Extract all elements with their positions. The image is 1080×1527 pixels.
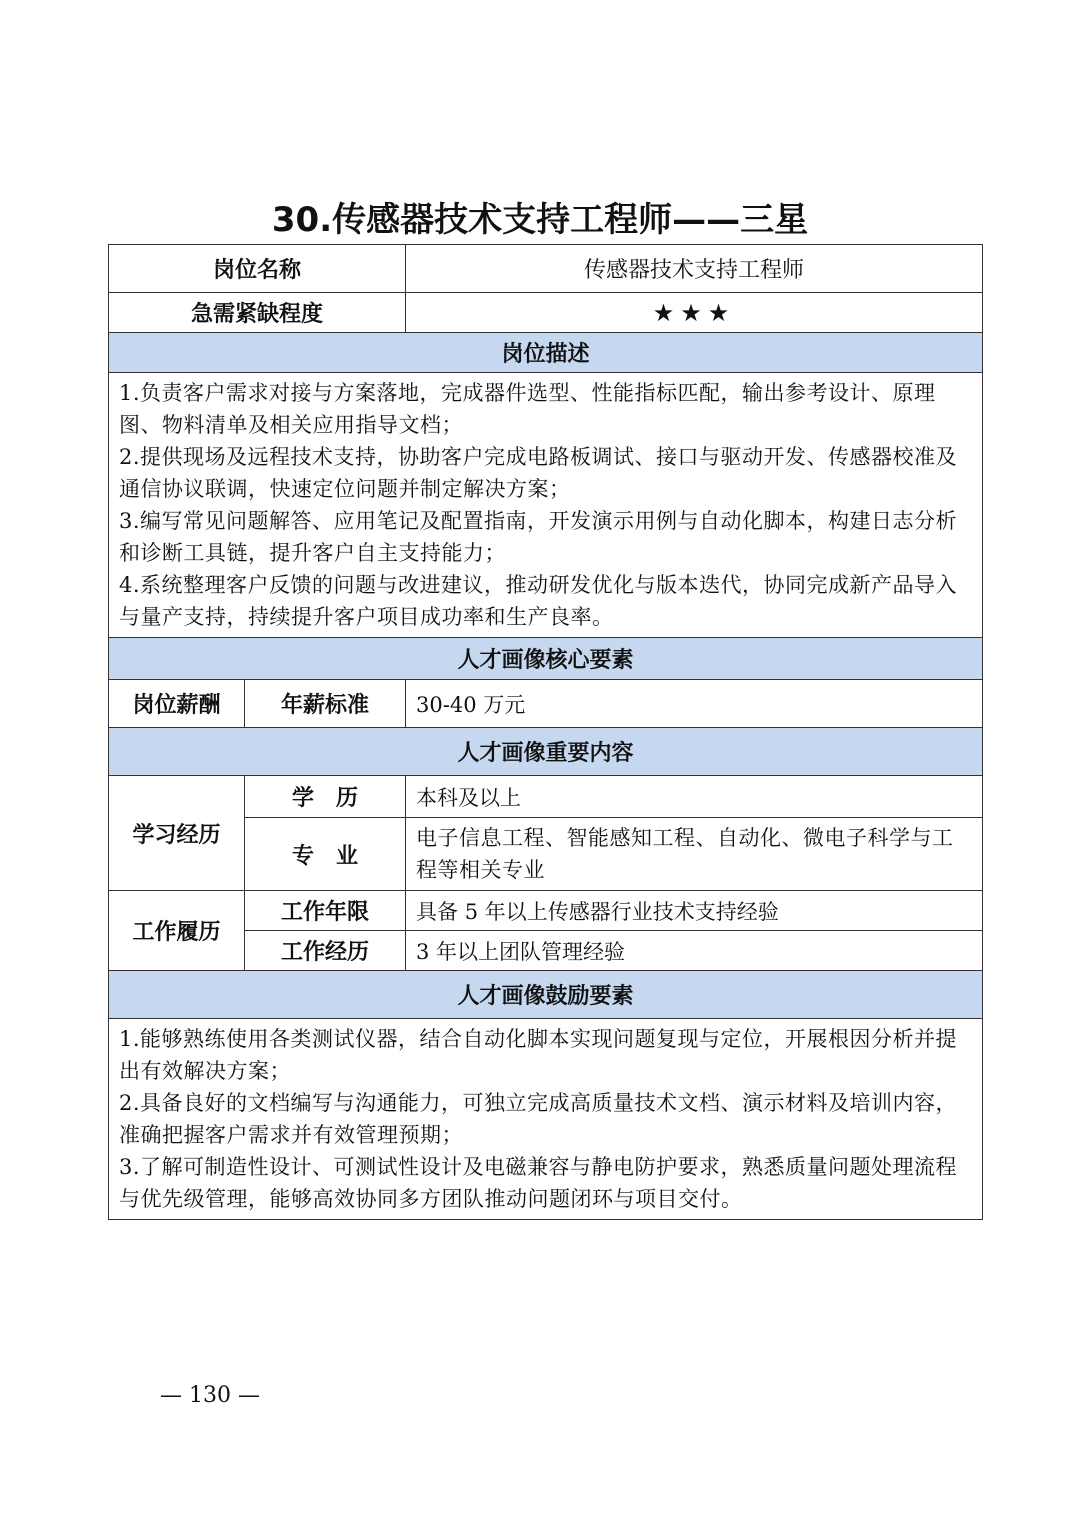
encouraged-item: 2.具备良好的文档编写与沟通能力，可独立完成高质量技术文档、演示材料及培训内容，准确把握客户需求并有效管理预期； xyxy=(119,1091,958,1147)
encouraged-elements-header-row xyxy=(109,971,983,1019)
education-value: 本科及以上 xyxy=(406,776,983,818)
work-label: 工作履历 xyxy=(109,891,245,971)
job-description-item: 4.系统整理客户反馈的问题与改进建议，推动研发优化与版本迭代，协同完成新产品导入与量产支持，持续提升客户项目成功率和生产良率。 xyxy=(119,573,958,629)
job-description-row xyxy=(109,373,983,638)
job-description-item: 3.编写常见问题解答、应用笔记及配置指南，开发演示用例与自动化脚本，构建日志分析和诊断工具链，提升客户自主支持能力； xyxy=(119,509,958,565)
page-title: 30.传感器技术支持工程师——三星 xyxy=(271,200,809,240)
job-description-header-row xyxy=(109,333,983,373)
important-content-header-row xyxy=(109,728,983,776)
encouraged-elements-header: 人才画像鼓励要素 xyxy=(109,971,983,1019)
major-label: 专 业 xyxy=(245,818,406,891)
work-years-label: 工作年限 xyxy=(245,891,406,931)
job-description-item: 1.负责客户需求对接与方案落地，完成器件选型、性能指标匹配，输出参考设计、原理图、物料清单及相关应用指导文档； xyxy=(119,381,936,437)
job-description-header: 岗位描述 xyxy=(109,333,983,373)
education-label: 学 历 xyxy=(245,776,406,818)
study-label: 学习经历 xyxy=(109,776,245,891)
work-experience-label: 工作经历 xyxy=(245,931,406,971)
job-profile-table xyxy=(108,244,983,1220)
important-content-header: 人才画像重要内容 xyxy=(109,728,983,776)
urgency-row xyxy=(109,293,983,333)
position-name-label: 岗位名称 xyxy=(109,245,406,293)
work-experience-value: 3 年以上团队管理经验 xyxy=(406,931,983,971)
encouraged-elements-content xyxy=(109,1019,983,1220)
urgency-label: 急需紧缺程度 xyxy=(109,293,406,333)
salary-value: 30-40 万元 xyxy=(406,680,983,728)
job-description-content xyxy=(109,373,983,638)
urgency-stars: ★★★ xyxy=(406,293,983,333)
encouraged-item: 1.能够熟练使用各类测试仪器，结合自动化脚本实现问题复现与定位，开展根因分析并提出有效解决方案； xyxy=(119,1027,958,1083)
position-name-value: 传感器技术支持工程师 xyxy=(406,245,983,293)
work-years-row xyxy=(109,891,983,931)
encouraged-elements-row xyxy=(109,1019,983,1220)
salary-row xyxy=(109,680,983,728)
education-row xyxy=(109,776,983,818)
salary-label: 岗位薪酬 xyxy=(109,680,245,728)
encouraged-item: 3.了解可制造性设计、可测试性设计及电磁兼容与静电防护要求，熟悉质量问题处理流程与优先级管理，能够高效协同多方团队推动问题闭环与项目交付。 xyxy=(119,1155,958,1211)
page-number: — 130 — xyxy=(160,1383,260,1408)
salary-sub-label: 年薪标准 xyxy=(245,680,406,728)
position-name-row xyxy=(109,245,983,293)
work-years-value: 具备 5 年以上传感器行业技术支持经验 xyxy=(406,891,983,931)
core-elements-header-row xyxy=(109,638,983,680)
job-description-item: 2.提供现场及远程技术支持，协助客户完成电路板调试、接口与驱动开发、传感器校准及通信协议联调，快速定位问题并制定解决方案； xyxy=(119,445,958,501)
core-elements-header: 人才画像核心要素 xyxy=(109,638,983,680)
major-value: 电子信息工程、智能感知工程、自动化、微电子科学与工程等相关专业 xyxy=(406,818,983,891)
